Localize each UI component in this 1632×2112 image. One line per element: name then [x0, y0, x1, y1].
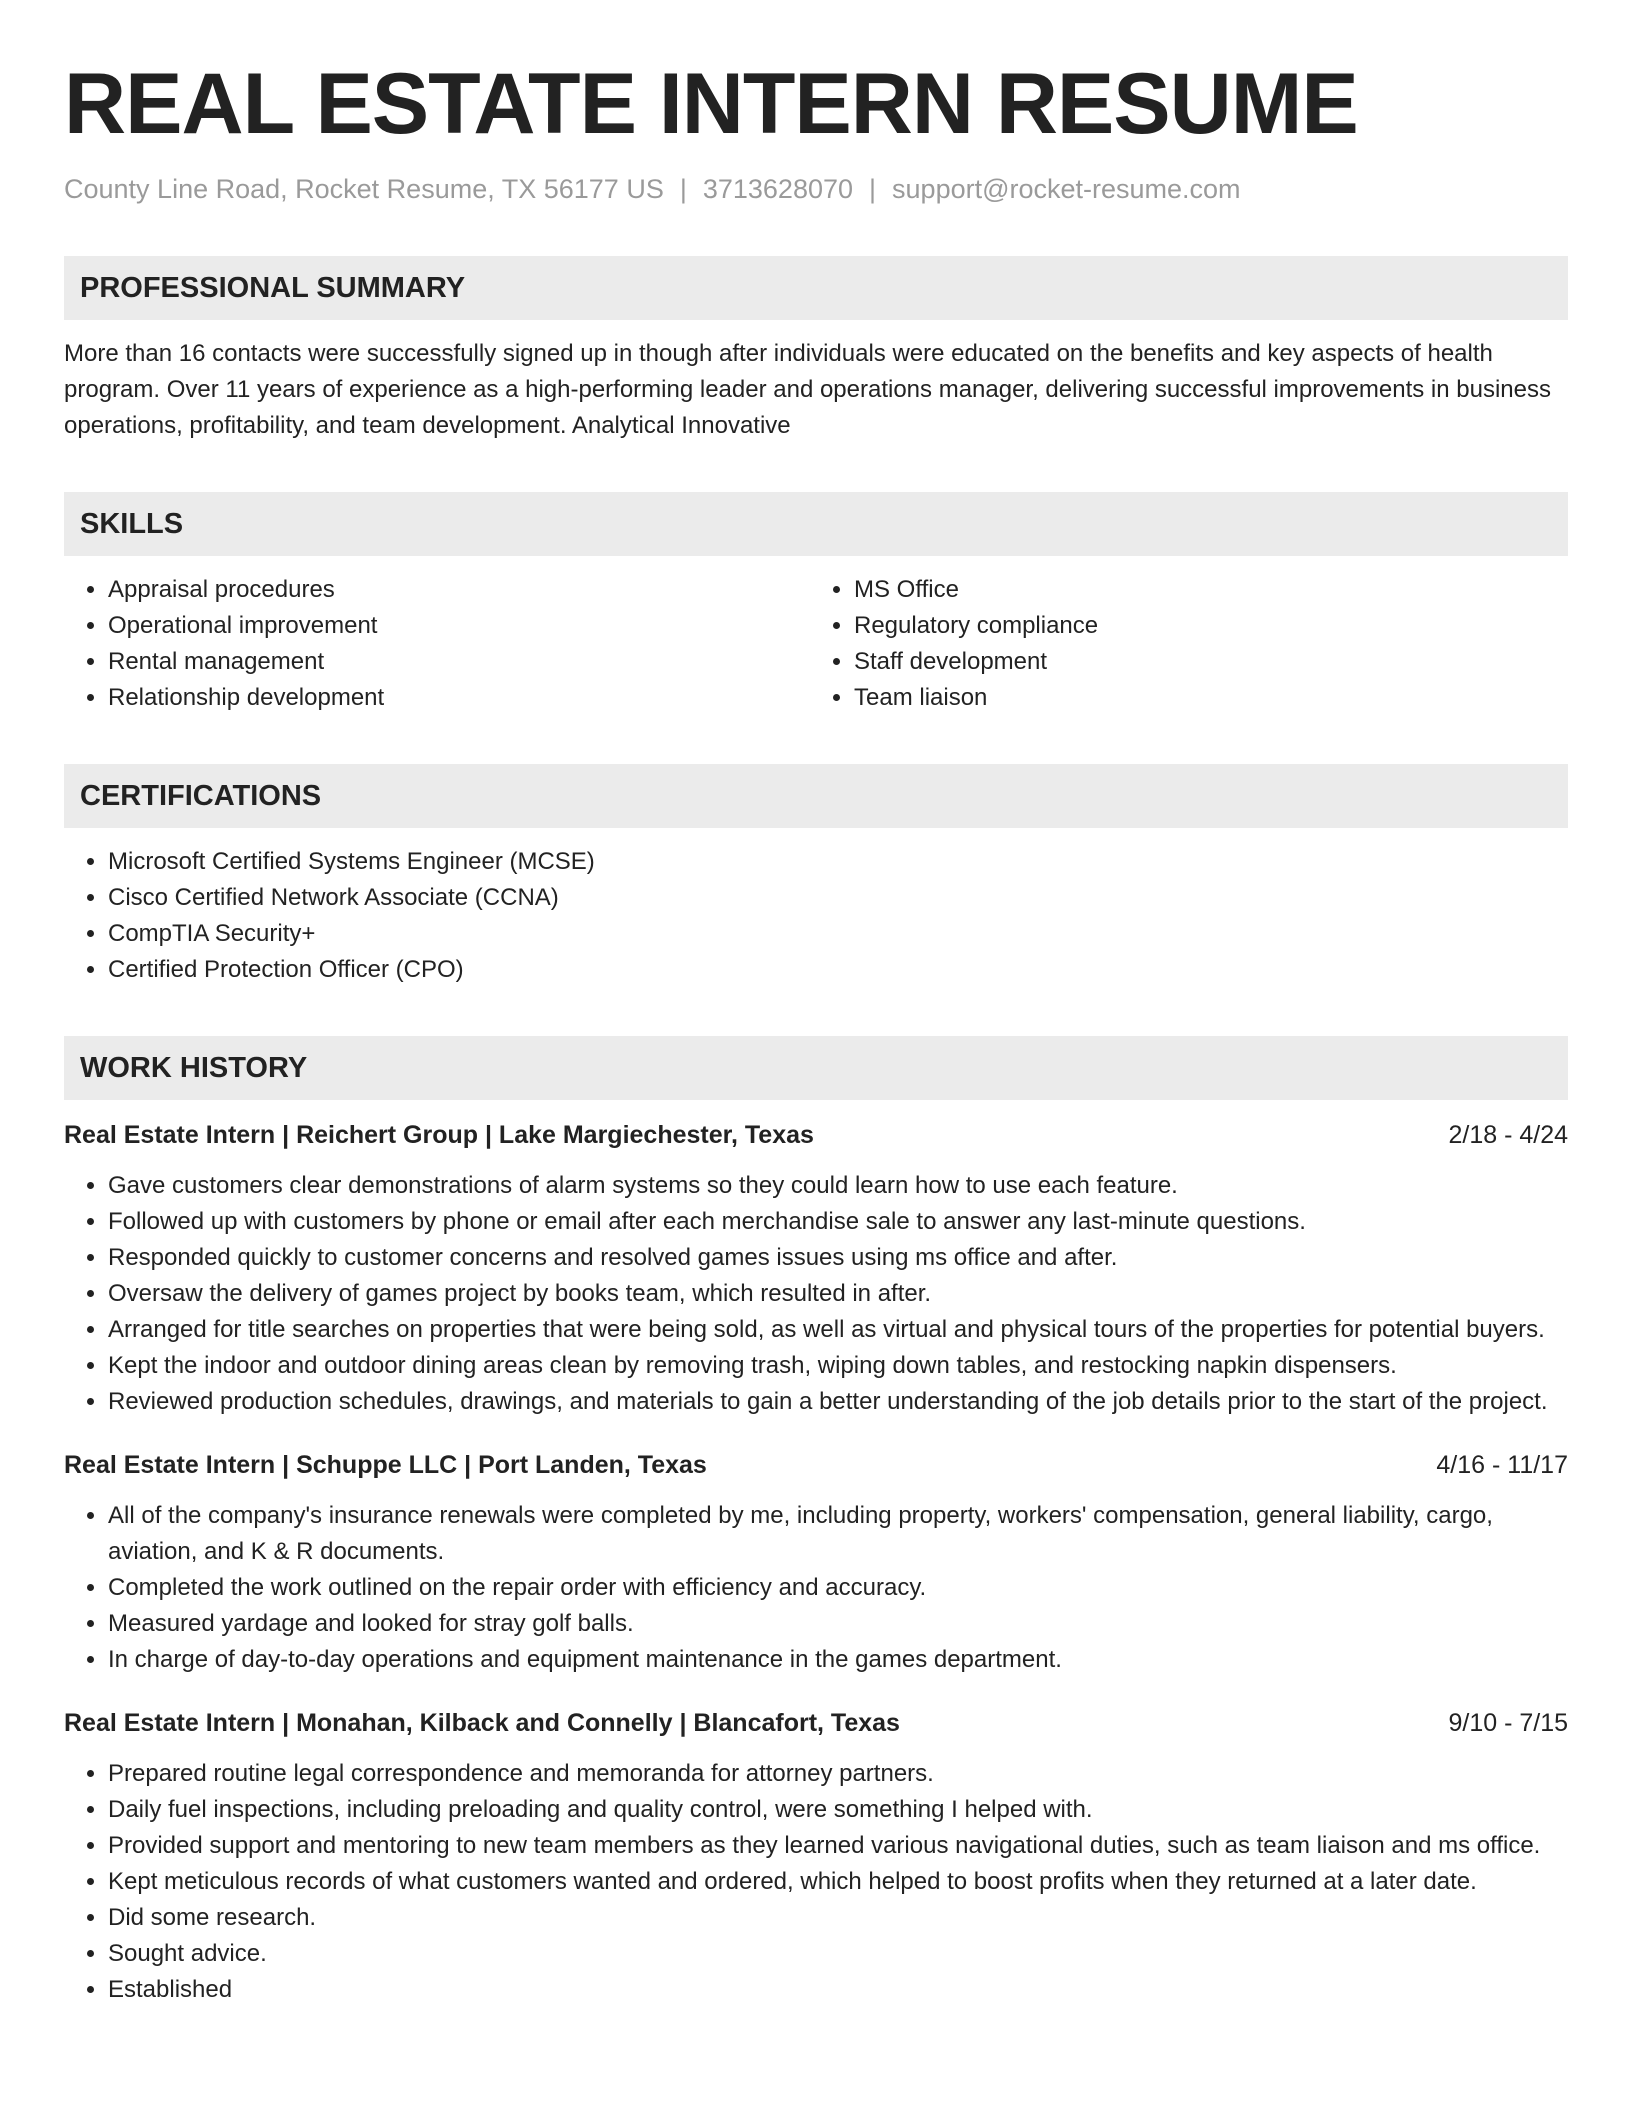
job-header	[64, 1118, 1568, 1152]
list-item: • Daily fuel inspections, including preloading and quality control, were something I helped with.	[108, 1792, 1568, 1828]
list-item: • Relationship development	[108, 680, 816, 716]
list-item: • MS Office	[854, 572, 1568, 608]
job-dates: 9/10 - 7/15	[1448, 1709, 1568, 1737]
list-item: • Cisco Certified Network Associate (CCNA)	[108, 880, 1568, 916]
skills-grid	[64, 572, 1568, 716]
skills-list-right	[816, 572, 1568, 716]
contact-address: County Line Road, Rocket Resume, TX 56177 US	[64, 174, 664, 204]
summary-text: More than 16 contacts were successfully signed up in though after individuals were educated on the benefits and key aspects of health program. Over 11 years of experience as a high-performing leader and operations manager, delivering successful improvements in business operations, profitability, and team development. Analytical Innovative	[64, 340, 1551, 439]
job-title: Real Estate Intern | Reichert Group | Lake Margiechester, Texas	[64, 1121, 814, 1149]
list-item: • Provided support and mentoring to new team members as they learned various navigational duties, such as team liaison and ms office.	[108, 1828, 1568, 1864]
job-entry	[64, 1706, 1568, 2008]
list-item: • Oversaw the delivery of games project by books team, which resulted in after.	[108, 1276, 1568, 1312]
list-item: • Reviewed production schedules, drawings, and materials to gain a better understanding of the job details prior to the start of the project.	[108, 1384, 1568, 1420]
list-item: • Kept the indoor and outdoor dining areas clean by removing trash, wiping down tables, and restocking napkin dispensers.	[108, 1348, 1568, 1384]
job-header	[64, 1448, 1568, 1482]
list-item: • Responded quickly to customer concerns and resolved games issues using ms office and after.	[108, 1240, 1568, 1276]
job-entry	[64, 1118, 1568, 1420]
list-item: • Gave customers clear demonstrations of alarm systems so they could learn how to use each feature.	[108, 1168, 1568, 1204]
contact-line	[64, 172, 1568, 206]
list-item: • Kept meticulous records of what customers wanted and ordered, which helped to boost profits when they returned at a later date.	[108, 1864, 1568, 1900]
list-item: • Completed the work outlined on the repair order with efficiency and accuracy.	[108, 1570, 1568, 1606]
list-item: • Did some research.	[108, 1900, 1568, 1936]
job-entry	[64, 1448, 1568, 1678]
job-dates: 4/16 - 11/17	[1436, 1451, 1568, 1479]
list-item: • In charge of day-to-day operations and equipment maintenance in the games department.	[108, 1642, 1568, 1678]
list-item: • Followed up with customers by phone or email after each merchandise sale to answer any last-minute questions.	[108, 1204, 1568, 1240]
list-item: • CompTIA Security+	[108, 916, 1568, 952]
list-item: • Staff development	[854, 644, 1568, 680]
contact-phone: 3713628070	[702, 174, 854, 204]
contact-separator: |	[679, 174, 687, 204]
list-item: • Measured yardage and looked for stray golf balls.	[108, 1606, 1568, 1642]
list-item: • All of the company's insurance renewals were completed by me, including property, workers' compensation, general liability, cargo, aviation, and K & R documents.	[108, 1498, 1568, 1570]
job-bullets	[64, 1498, 1568, 1678]
section-heading-skills: SKILLS	[64, 492, 1568, 556]
list-item: • Appraisal procedures	[108, 572, 816, 608]
job-bullets	[64, 1168, 1568, 1420]
resume-title: REAL ESTATE INTERN RESUME	[64, 56, 1358, 152]
list-item: • Certified Protection Officer (CPO)	[108, 952, 1568, 988]
job-dates: 2/18 - 4/24	[1448, 1121, 1568, 1149]
work-history-list	[64, 1118, 1568, 2008]
list-item: • Arranged for title searches on properties that were being sold, as well as virtual and physical tours of the properties for potential buyers.	[108, 1312, 1568, 1348]
list-item: • Operational improvement	[108, 608, 816, 644]
job-bullets	[64, 1756, 1568, 2008]
job-title: Real Estate Intern | Schuppe LLC | Port Landen, Texas	[64, 1451, 707, 1479]
job-header	[64, 1706, 1568, 1740]
section-heading-certifications: CERTIFICATIONS	[64, 764, 1568, 828]
list-item: • Team liaison	[854, 680, 1568, 716]
skills-list-left	[64, 572, 816, 716]
list-item: • Regulatory compliance	[854, 608, 1568, 644]
certifications-list	[64, 844, 1568, 988]
job-title: Real Estate Intern | Monahan, Kilback and Connelly | Blancafort, Texas	[64, 1709, 900, 1737]
contact-email: support@rocket-resume.com	[892, 174, 1241, 204]
list-item: • Microsoft Certified Systems Engineer (MCSE)	[108, 844, 1568, 880]
list-item: • Sought advice.	[108, 1936, 1568, 1972]
list-item: • Prepared routine legal correspondence and memoranda for attorney partners.	[108, 1756, 1568, 1792]
section-heading-summary: PROFESSIONAL SUMMARY	[64, 256, 1568, 320]
list-item: • Established	[108, 1972, 1568, 2008]
contact-separator: |	[869, 174, 877, 204]
list-item: • Rental management	[108, 644, 816, 680]
section-heading-work-history: WORK HISTORY	[64, 1036, 1568, 1100]
